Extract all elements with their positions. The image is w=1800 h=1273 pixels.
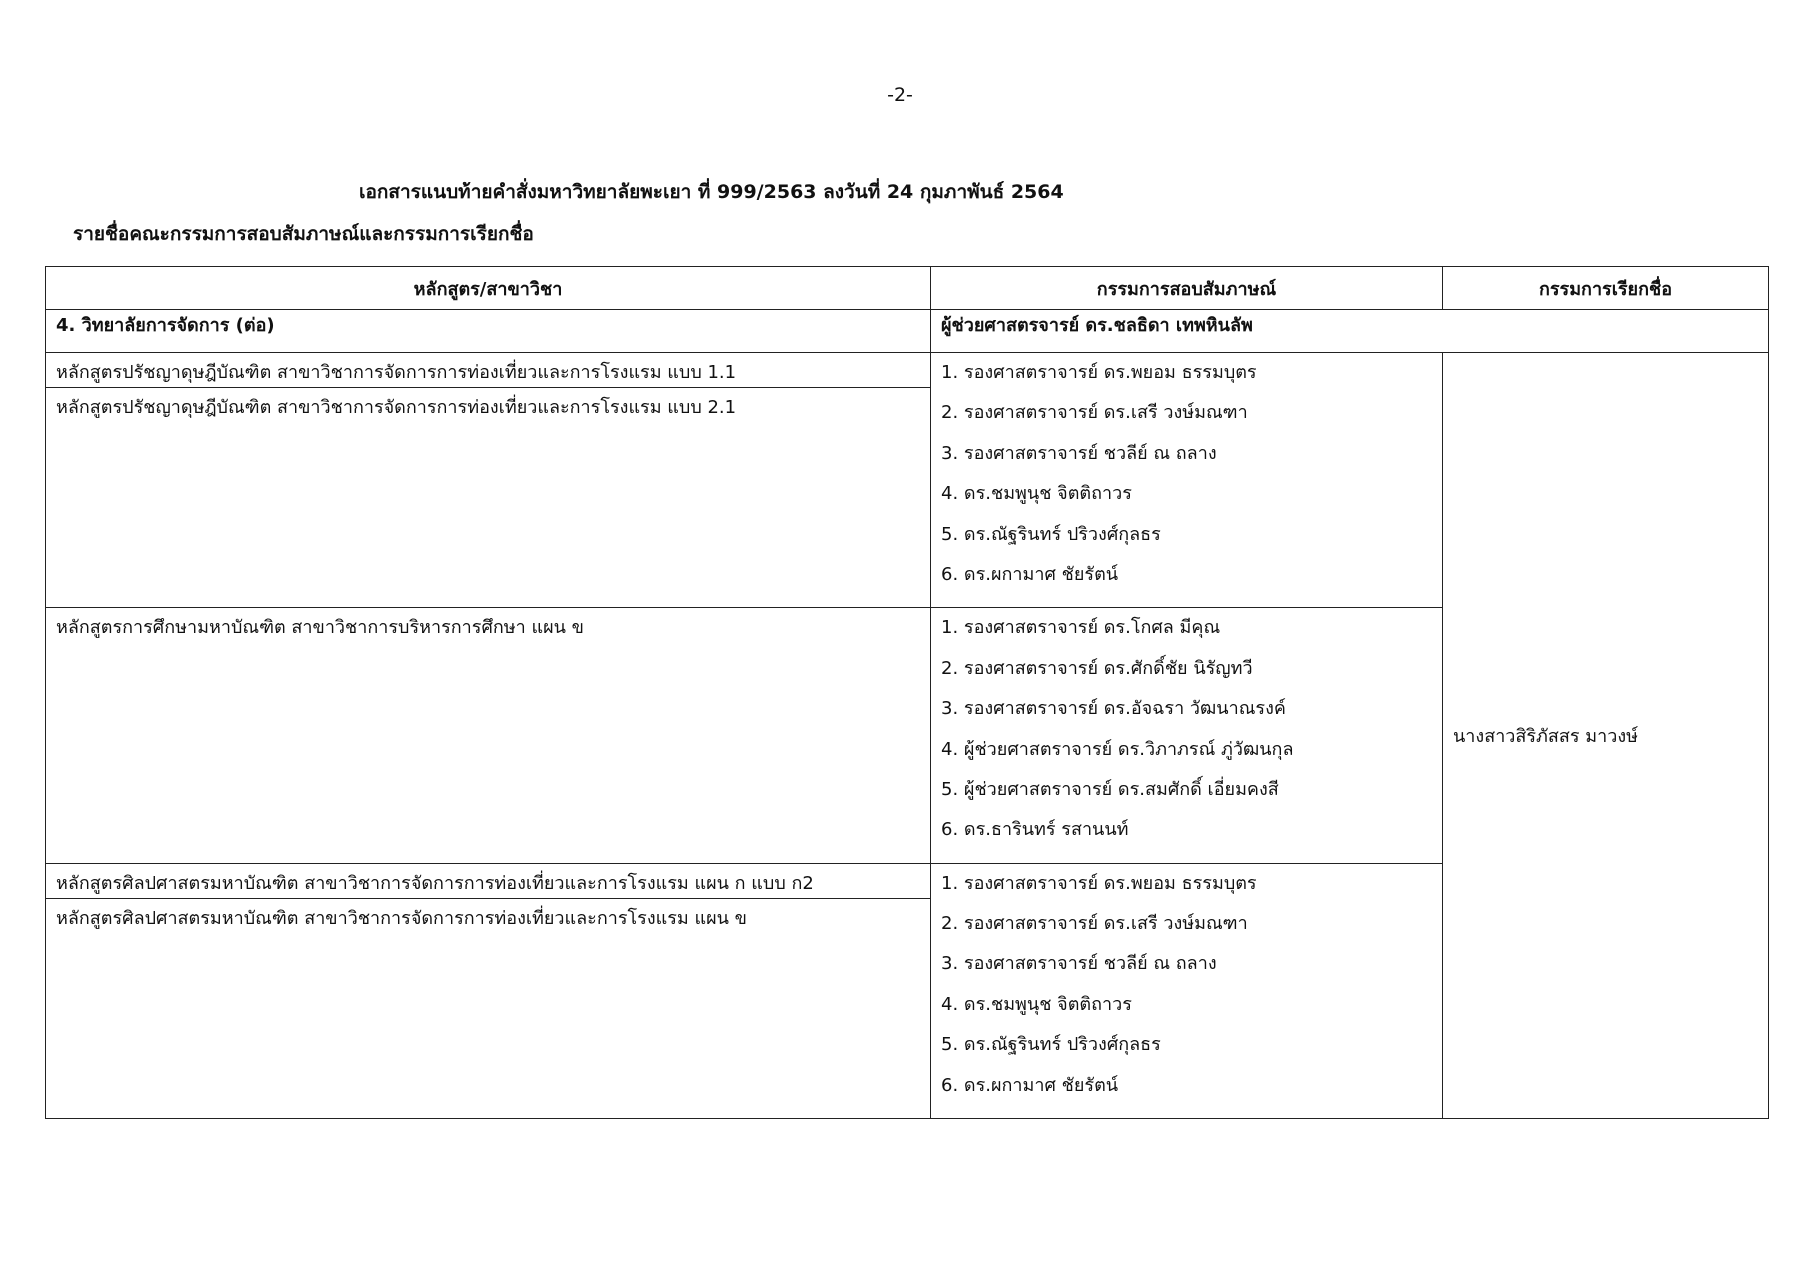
page-number: -2- (887, 84, 913, 106)
table-header-row (46, 267, 1769, 310)
member-item: 6. ดร.ธารินทร์ รสานนท์ (941, 819, 1129, 841)
member-item: 1. รองศาสตราจารย์ ดร.พยอม ธรรมบุตร (941, 872, 1257, 894)
member-item: 2. รองศาสตราจารย์ ดร.เสรี วงษ์มณฑา (941, 402, 1248, 424)
faculty-chair: ผู้ช่วยศาสตรจารย์ ดร.ชลธิดา เทพหินลัพ (931, 310, 1769, 353)
member-item: 3. รองศาสตราจารย์ ชวลีย์ ณ ถลาง (941, 953, 1217, 975)
member-item: 2. รองศาสตราจารย์ ดร.เสรี วงษ์มณฑา (941, 913, 1248, 935)
member-item: 2. รองศาสตราจารย์ ดร.ศักดิ์ชัย นิรัญทวี (941, 657, 1253, 679)
member-item: 4. ผู้ช่วยศาสตราจารย์ ดร.วิภาภรณ์ ภู่วัฒนกุล (941, 738, 1294, 760)
member-item: 5. ผู้ช่วยศาสตราจารย์ ดร.สมศักดิ์ เอี่ยมคงสี (941, 778, 1279, 800)
caller-cell: นางสาวสิริภัสสร มาวงษ์ (1443, 353, 1769, 1119)
member-item: 5. ดร.ณัฐรินทร์ ปริวงศ์กุลธร (941, 1034, 1161, 1056)
member-item: 3. รองศาสตราจารย์ ดร.อัจฉรา วัฒนาณรงค์ (941, 698, 1286, 720)
program-cell: หลักสูตรปรัชญาดุษฎีบัณฑิต สาขาวิชาการจัดการการท่องเที่ยวและการโรงแรม แบบ 2.1 (46, 388, 931, 608)
table-row (46, 353, 1769, 388)
member-item: 6. ดร.ผกามาศ ชัยรัตน์ (941, 563, 1119, 585)
member-item: 4. ดร.ชมพูนุช จิตติถาวร (941, 993, 1132, 1015)
member-item: 6. ดร.ผกามาศ ชัยรัตน์ (941, 1074, 1119, 1096)
member-item: 3. รองศาสตราจารย์ ชวลีย์ ณ ถลาง (941, 442, 1217, 464)
program-cell: หลักสูตรการศึกษามหาบัณฑิต สาขาวิชาการบริหารการศึกษา แผน ข (46, 608, 931, 863)
document-title: เอกสารแนบท้ายคำสั่งมหาวิทยาลัยพะเยา ที่ 999/2563 ลงวันที่ 24 กุมภาพันธ์ 2564 (359, 181, 1064, 203)
header-interview-committee: กรรมการสอบสัมภาษณ์ (931, 267, 1443, 310)
document-subtitle: รายชื่อคณะกรรมการสอบสัมภาษณ์และกรรมการเรียกชื่อ (73, 223, 534, 245)
faculty-row (46, 310, 1769, 353)
header-program: หลักสูตร/สาขาวิชา (46, 267, 931, 310)
program-cell: หลักสูตรปรัชญาดุษฎีบัณฑิต สาขาวิชาการจัดการการท่องเที่ยวและการโรงแรม แบบ 1.1 (46, 353, 931, 388)
program-cell: หลักสูตรศิลปศาสตรมหาบัณฑิต สาขาวิชาการจัดการการท่องเที่ยวและการโรงแรม แผน ข (46, 898, 931, 1118)
member-item: 4. ดร.ชมพูนุช จิตติถาวร (941, 483, 1132, 505)
faculty-name: 4. วิทยาลัยการจัดการ (ต่อ) (46, 310, 931, 353)
interview-members (931, 608, 1443, 863)
program-cell: หลักสูตรศิลปศาสตรมหาบัณฑิต สาขาวิชาการจัดการการท่องเที่ยวและการโรงแรม แผน ก แบบ ก2 (46, 863, 931, 898)
committee-table (45, 266, 1769, 1119)
header-caller-committee: กรรมการเรียกชื่อ (1443, 267, 1769, 310)
interview-members (931, 863, 1443, 1118)
member-item: 5. ดร.ณัฐรินทร์ ปริวงศ์กุลธร (941, 523, 1161, 545)
interview-members (931, 353, 1443, 608)
member-item: 1. รองศาสตราจารย์ ดร.พยอม ธรรมบุตร (941, 362, 1257, 383)
member-item: 1. รองศาสตราจารย์ ดร.โกศล มีคุณ (941, 617, 1221, 639)
